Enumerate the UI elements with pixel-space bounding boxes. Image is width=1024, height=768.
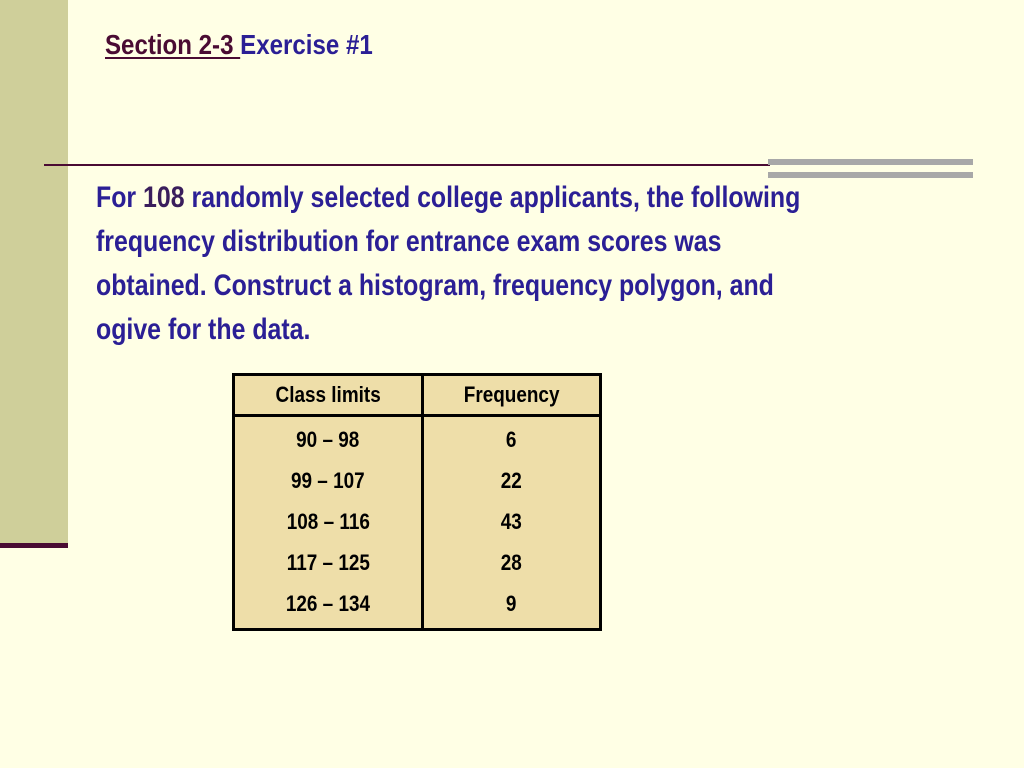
title-section-label: Section 2-3: [105, 29, 241, 60]
title-exercise-label: Exercise #1: [240, 29, 373, 60]
problem-statement: [96, 176, 810, 352]
left-band-accent-bar: [0, 543, 68, 548]
class-limits-cell: 99 – 107: [234, 460, 423, 501]
title-divider-line: [44, 164, 770, 166]
class-limits-cell: 108 – 116: [234, 501, 423, 542]
frequency-cell: 22: [500, 467, 523, 493]
class-limits-cell: 90 – 98: [234, 416, 423, 461]
problem-text-lead: For: [96, 181, 144, 214]
table-row: [234, 416, 601, 461]
frequency-cell: 9: [506, 590, 517, 616]
frequency-cell: 28: [500, 549, 523, 575]
frequency-cell: 6: [506, 426, 517, 452]
slide-title: [105, 26, 373, 64]
frequency-distribution-table: [232, 373, 602, 631]
problem-text-body: randomly selected college applicants, the following frequency distribution for entrance exam scores was obtained. Construct a histogram, frequency polygon, and ogive for the data.: [96, 181, 801, 346]
header-class-limits: Class limits: [234, 375, 423, 416]
table-header-row: [234, 375, 601, 416]
class-limits-cell: 126 – 134: [234, 583, 423, 630]
table-row: [234, 583, 601, 630]
divider-gray-bar-top: [768, 159, 973, 165]
header-frequency: Frequency: [423, 375, 601, 416]
left-decorative-band: [0, 0, 68, 544]
table-row: [234, 501, 601, 542]
class-limits-cell: 117 – 125: [234, 542, 423, 583]
table-row: [234, 460, 601, 501]
problem-sample-count: 108: [143, 181, 185, 214]
table-row: [234, 542, 601, 583]
frequency-cell: 43: [500, 508, 523, 534]
